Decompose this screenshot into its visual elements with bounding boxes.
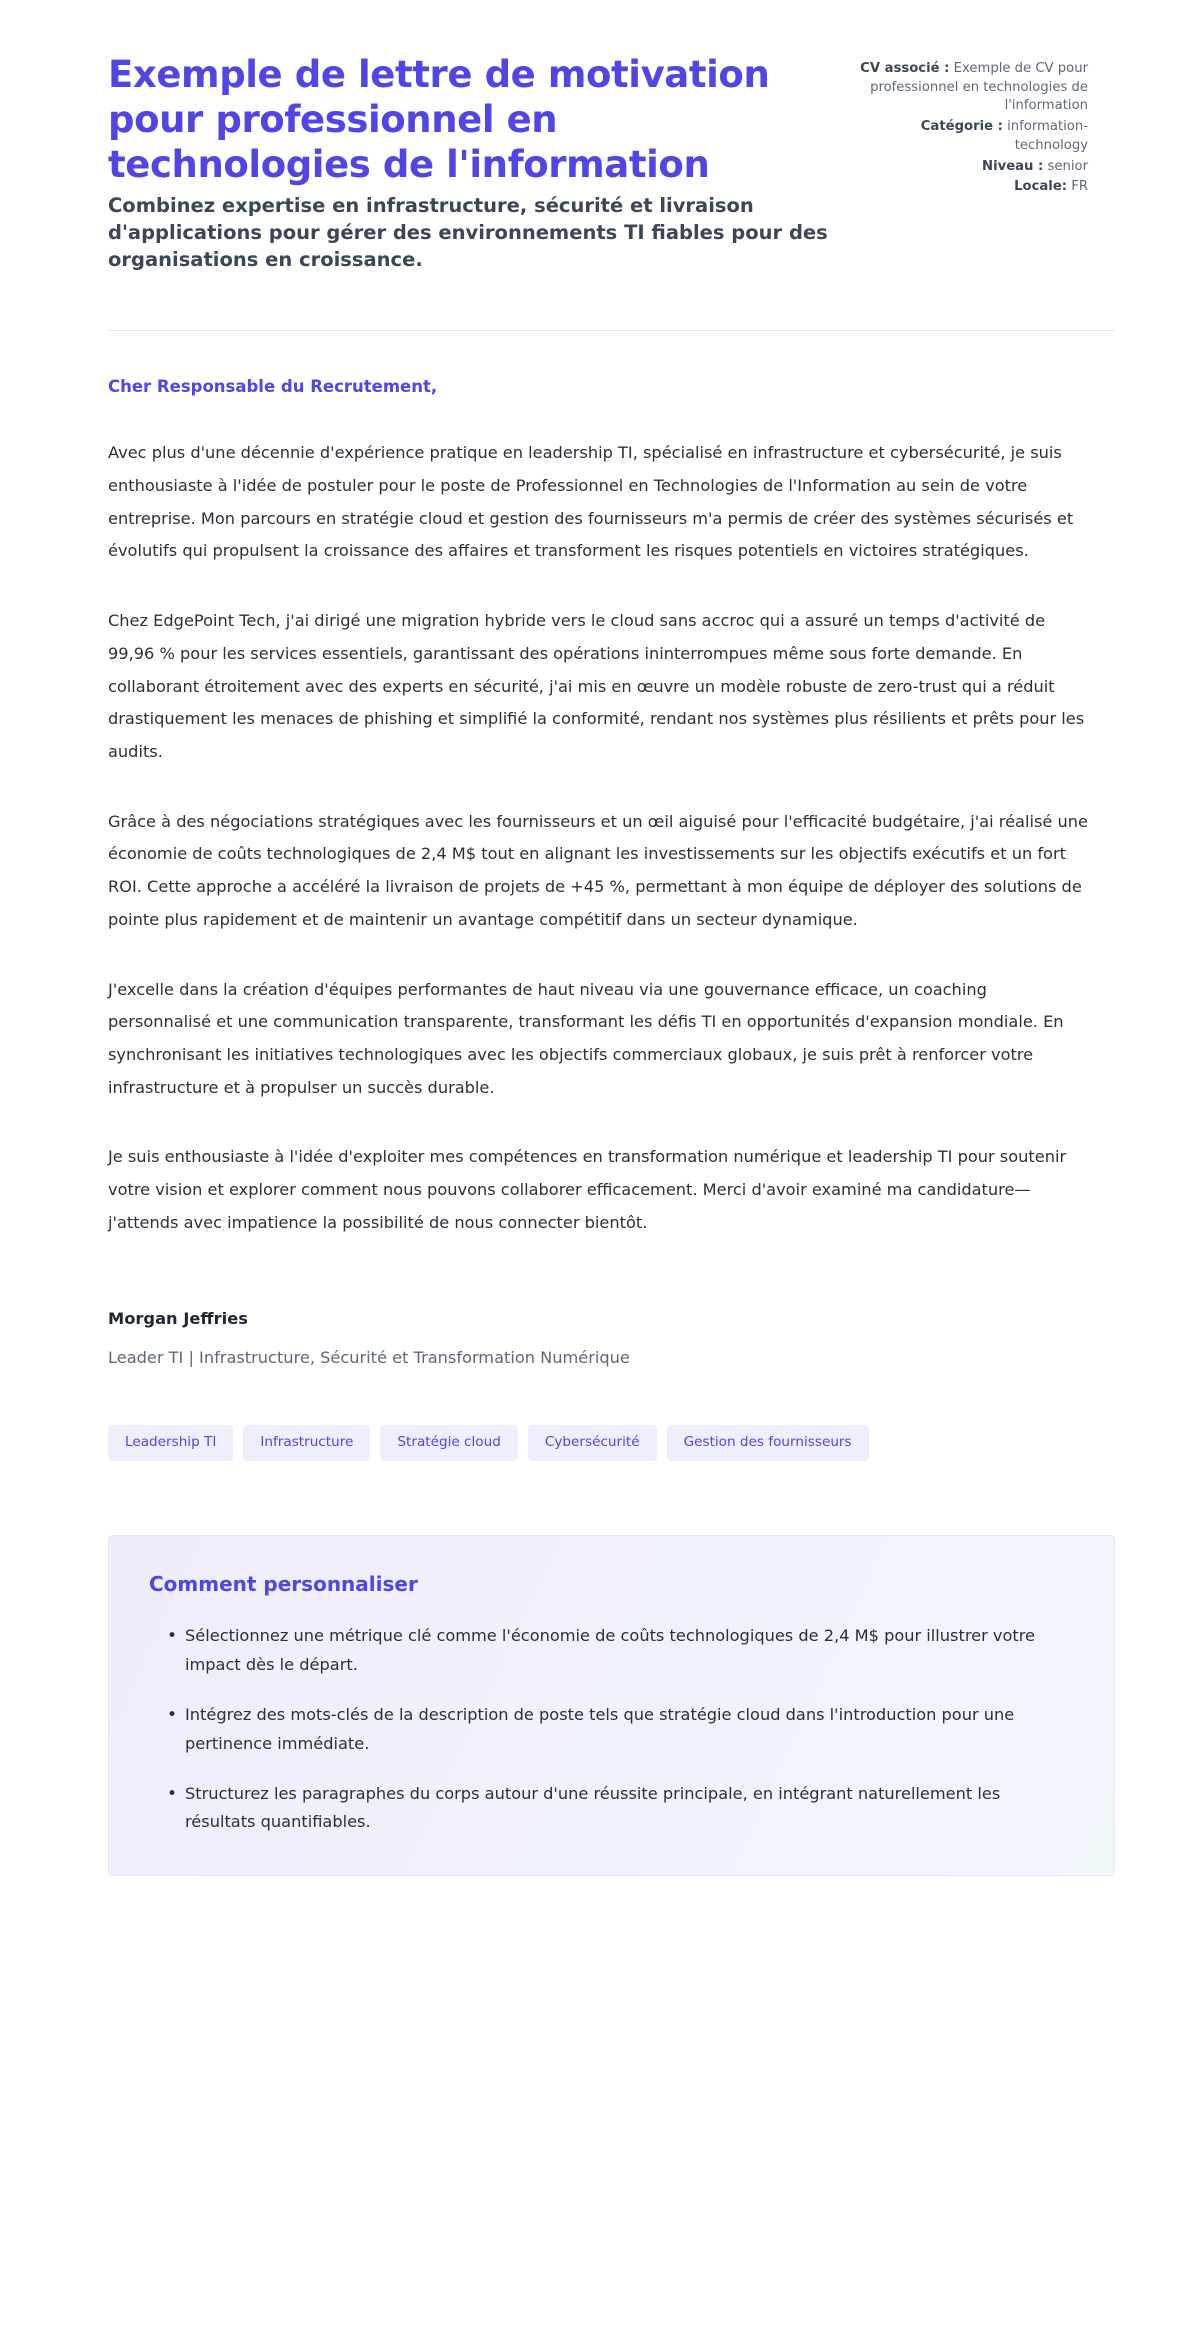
- meta-value-categorie: information-technology: [1007, 119, 1088, 153]
- letter-paragraph: Avec plus d'une décennie d'expérience pratique en leadership TI, spécialisé en infrastructure et cybersécurité, je suis enthousiaste à l'idée de postuler pour le poste de Professionnel en Technologies de l'Information au sein de votre entreprise. Mon parcours en stratégie cloud et gestion des fournisseurs m'a permis de créer des systèmes sécurisés et évolutifs qui propulsent la croissance des affaires et transforment les risques potentiels en victoires stratégiques.: [108, 443, 1074, 561]
- header-divider: [108, 330, 1115, 331]
- meta-value-locale: FR: [1071, 179, 1088, 195]
- signature-role: Leader TI | Infrastructure, Sécurité et Transformation Numérique: [108, 1347, 630, 1367]
- page-subtitle: Combinez expertise en infrastructure, sécurité et livraison d'applications pour gérer des environnements TI fiables pour des organisations en croissance.: [108, 194, 828, 271]
- tag-chip[interactable]: Stratégie cloud: [380, 1425, 517, 1462]
- letter-body: [0, 375, 1200, 1239]
- meta-row-cv-associe: [860, 60, 1088, 116]
- meta-label-categorie: Catégorie :: [920, 119, 1003, 135]
- tag-list: [0, 1425, 1200, 1462]
- letter-paragraph: Chez EdgePoint Tech, j'ai dirigé une migration hybride vers le cloud sans accroc qui a assuré un temps d'activité de 99,96 % pour les services essentiels, garantissant des opérations ininterrompues même sous forte demande. En collaborant étroitement avec des experts en sécurité, j'ai mis en œuvre un modèle robuste de zero-trust qui a réduit drastiquement les menaces de phishing et simplifié la conformité, rendant nos systèmes plus résilients et prêts pour les audits.: [108, 611, 1085, 761]
- letter-paragraph: Grâce à des négociations stratégiques avec les fournisseurs et un œil aiguisé pour l'efficacité budgétaire, j'ai réalisé une économie de coûts technologiques de 2,4 M$ tout en alignant les investissements sur les objectifs exécutifs et un fort ROI. Cette approche a accéléré la livraison de projets de +45 %, permettant à mon équipe de déployer des solutions de pointe plus rapidement et de maintenir un avantage compétitif dans un secteur dynamique.: [108, 811, 1088, 929]
- tag-chip[interactable]: Leadership TI: [108, 1425, 233, 1462]
- meta-label-cv-associe: CV associé :: [860, 61, 950, 76]
- letter-paragraph: Je suis enthousiaste à l'idée d'exploiter mes compétences en transformation numérique et leadership TI pour soutenir votre vision et explorer comment nous pouvons collaborer efficacement. Merci d'avoir examiné ma candidature—j'attends avec impatience la possibilité de nous connecter bientôt.: [108, 1147, 1067, 1232]
- header-title-block: [108, 52, 830, 273]
- meta-row-categorie: [860, 118, 1088, 155]
- signature-name: Morgan Jeffries: [108, 1308, 248, 1328]
- callout-title: Comment personnaliser: [149, 1572, 418, 1597]
- customization-callout: [108, 1535, 1115, 1876]
- meta-row-locale: [860, 178, 1088, 197]
- meta-label-locale: Locale:: [1014, 179, 1068, 195]
- meta-label-niveau: Niveau :: [982, 158, 1044, 174]
- meta-row-niveau: [860, 158, 1088, 177]
- page-title: Exemple de lettre de motivation pour professionnel en technologies de l'information: [108, 53, 770, 187]
- callout-tip-list: [149, 1622, 1074, 1837]
- signature-block: [0, 1306, 1200, 1371]
- tag-chip[interactable]: Infrastructure: [243, 1425, 370, 1462]
- tag-chip[interactable]: Gestion des fournisseurs: [667, 1425, 869, 1462]
- letter-salutation: Cher Responsable du Recrutement,: [108, 377, 438, 397]
- letter-paragraph: J'excelle dans la création d'équipes performantes de haut niveau via une gouvernance efficace, un coaching personnalisé et une communication transparente, transformant les défis TI en opportunités d'expansion mondiale. En synchronisant les initiatives technologiques avec les objectifs commerciaux globaux, je suis prêt à renforcer votre infrastructure et à propulser un succès durable.: [108, 979, 1064, 1097]
- callout-tip-item: • Sélectionnez une métrique clé comme l'économie de coûts technologiques de 2,4 M$ pour illustrer votre impact dès le départ.: [171, 1622, 1074, 1680]
- document-metadata: [860, 52, 1088, 199]
- meta-value-cv-associe: Exemple de CV pour professionnel en technologies de l'information: [870, 61, 1088, 114]
- document-header: [0, 0, 1200, 273]
- tag-chip[interactable]: Cybersécurité: [528, 1425, 657, 1462]
- callout-tip-item: • Structurez les paragraphes du corps autour d'une réussite principale, en intégrant naturellement les résultats quantifiables.: [171, 1780, 1074, 1838]
- meta-value-niveau: senior: [1047, 158, 1088, 174]
- callout-tip-item: • Intégrez des mots-clés de la description de poste tels que stratégie cloud dans l'introduction pour une pertinence immédiate.: [171, 1701, 1074, 1759]
